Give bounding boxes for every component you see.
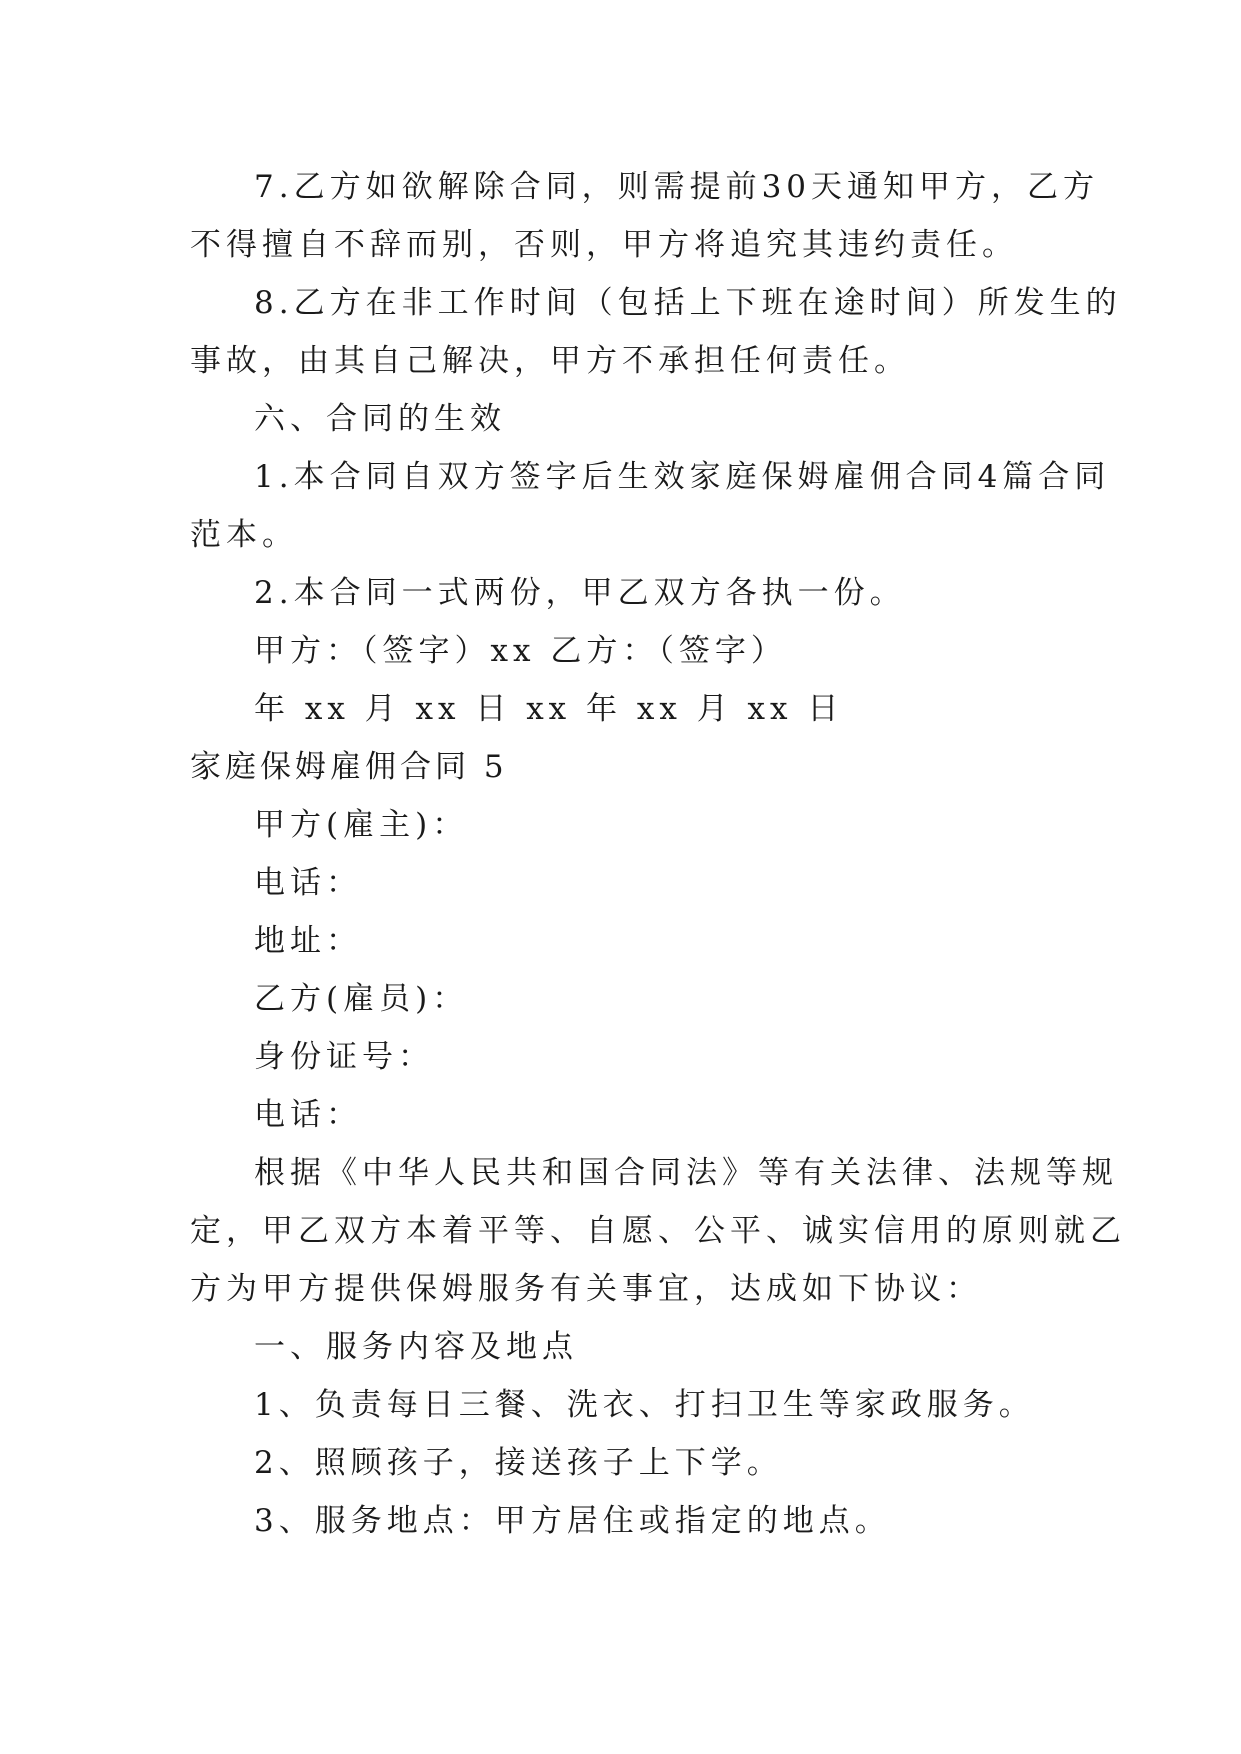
field-label: 电话： [254,1097,362,1133]
paragraph-line: 方为甲方提供保姆服务有关事宜，达成如下协议： [190,1271,982,1307]
paragraph-line: 2、照顾孩子，接送孩子上下学。 [254,1445,783,1481]
field-label: 地址： [254,923,362,959]
field-label: 身份证号： [254,1039,434,1075]
document-title: 家庭保姆雇佣合同 5 [190,749,508,785]
paragraph-line: 8.乙方在非工作时间（包括上下班在途时间）所发生的 [254,285,1122,321]
paragraph-line: 3、服务地点：甲方居住或指定的地点。 [254,1503,891,1539]
paragraph-line: 7.乙方如欲解除合同，则需提前30天通知甲方，乙方 [254,169,1100,205]
section-heading: 一、服务内容及地点 [254,1329,578,1365]
paragraph-line: 1.本合同自双方签字后生效家庭保姆雇佣合同4篇合同 [254,459,1111,495]
paragraph-line: 根据《中华人民共和国合同法》等有关法律、法规等规 [254,1155,1118,1191]
date-line: 年 xx 月 xx 日 xx 年 xx 月 xx 日 [254,691,844,727]
field-label: 甲方(雇主)： [254,807,469,843]
paragraph-line: 1、负责每日三餐、洗衣、打扫卫生等家政服务。 [254,1387,1035,1423]
paragraph-line: 不得擅自不辞而别，否则，甲方将追究其违约责任。 [190,227,1018,263]
paragraph-line: 2.本合同一式两份，甲乙双方各执一份。 [254,575,906,611]
field-label: 电话： [254,865,362,901]
paragraph-line: 范本。 [190,517,298,553]
paragraph-line: 事故，由其自己解决，甲方不承担任何责任。 [190,343,910,379]
signature-line: 甲方：（签字）xx 乙方：（签字） [254,633,787,669]
paragraph-line: 定，甲乙双方本着平等、自愿、公平、诚实信用的原则就乙 [190,1213,1126,1249]
field-label: 乙方(雇员)： [254,981,469,1017]
section-heading: 六、合同的生效 [254,401,506,437]
